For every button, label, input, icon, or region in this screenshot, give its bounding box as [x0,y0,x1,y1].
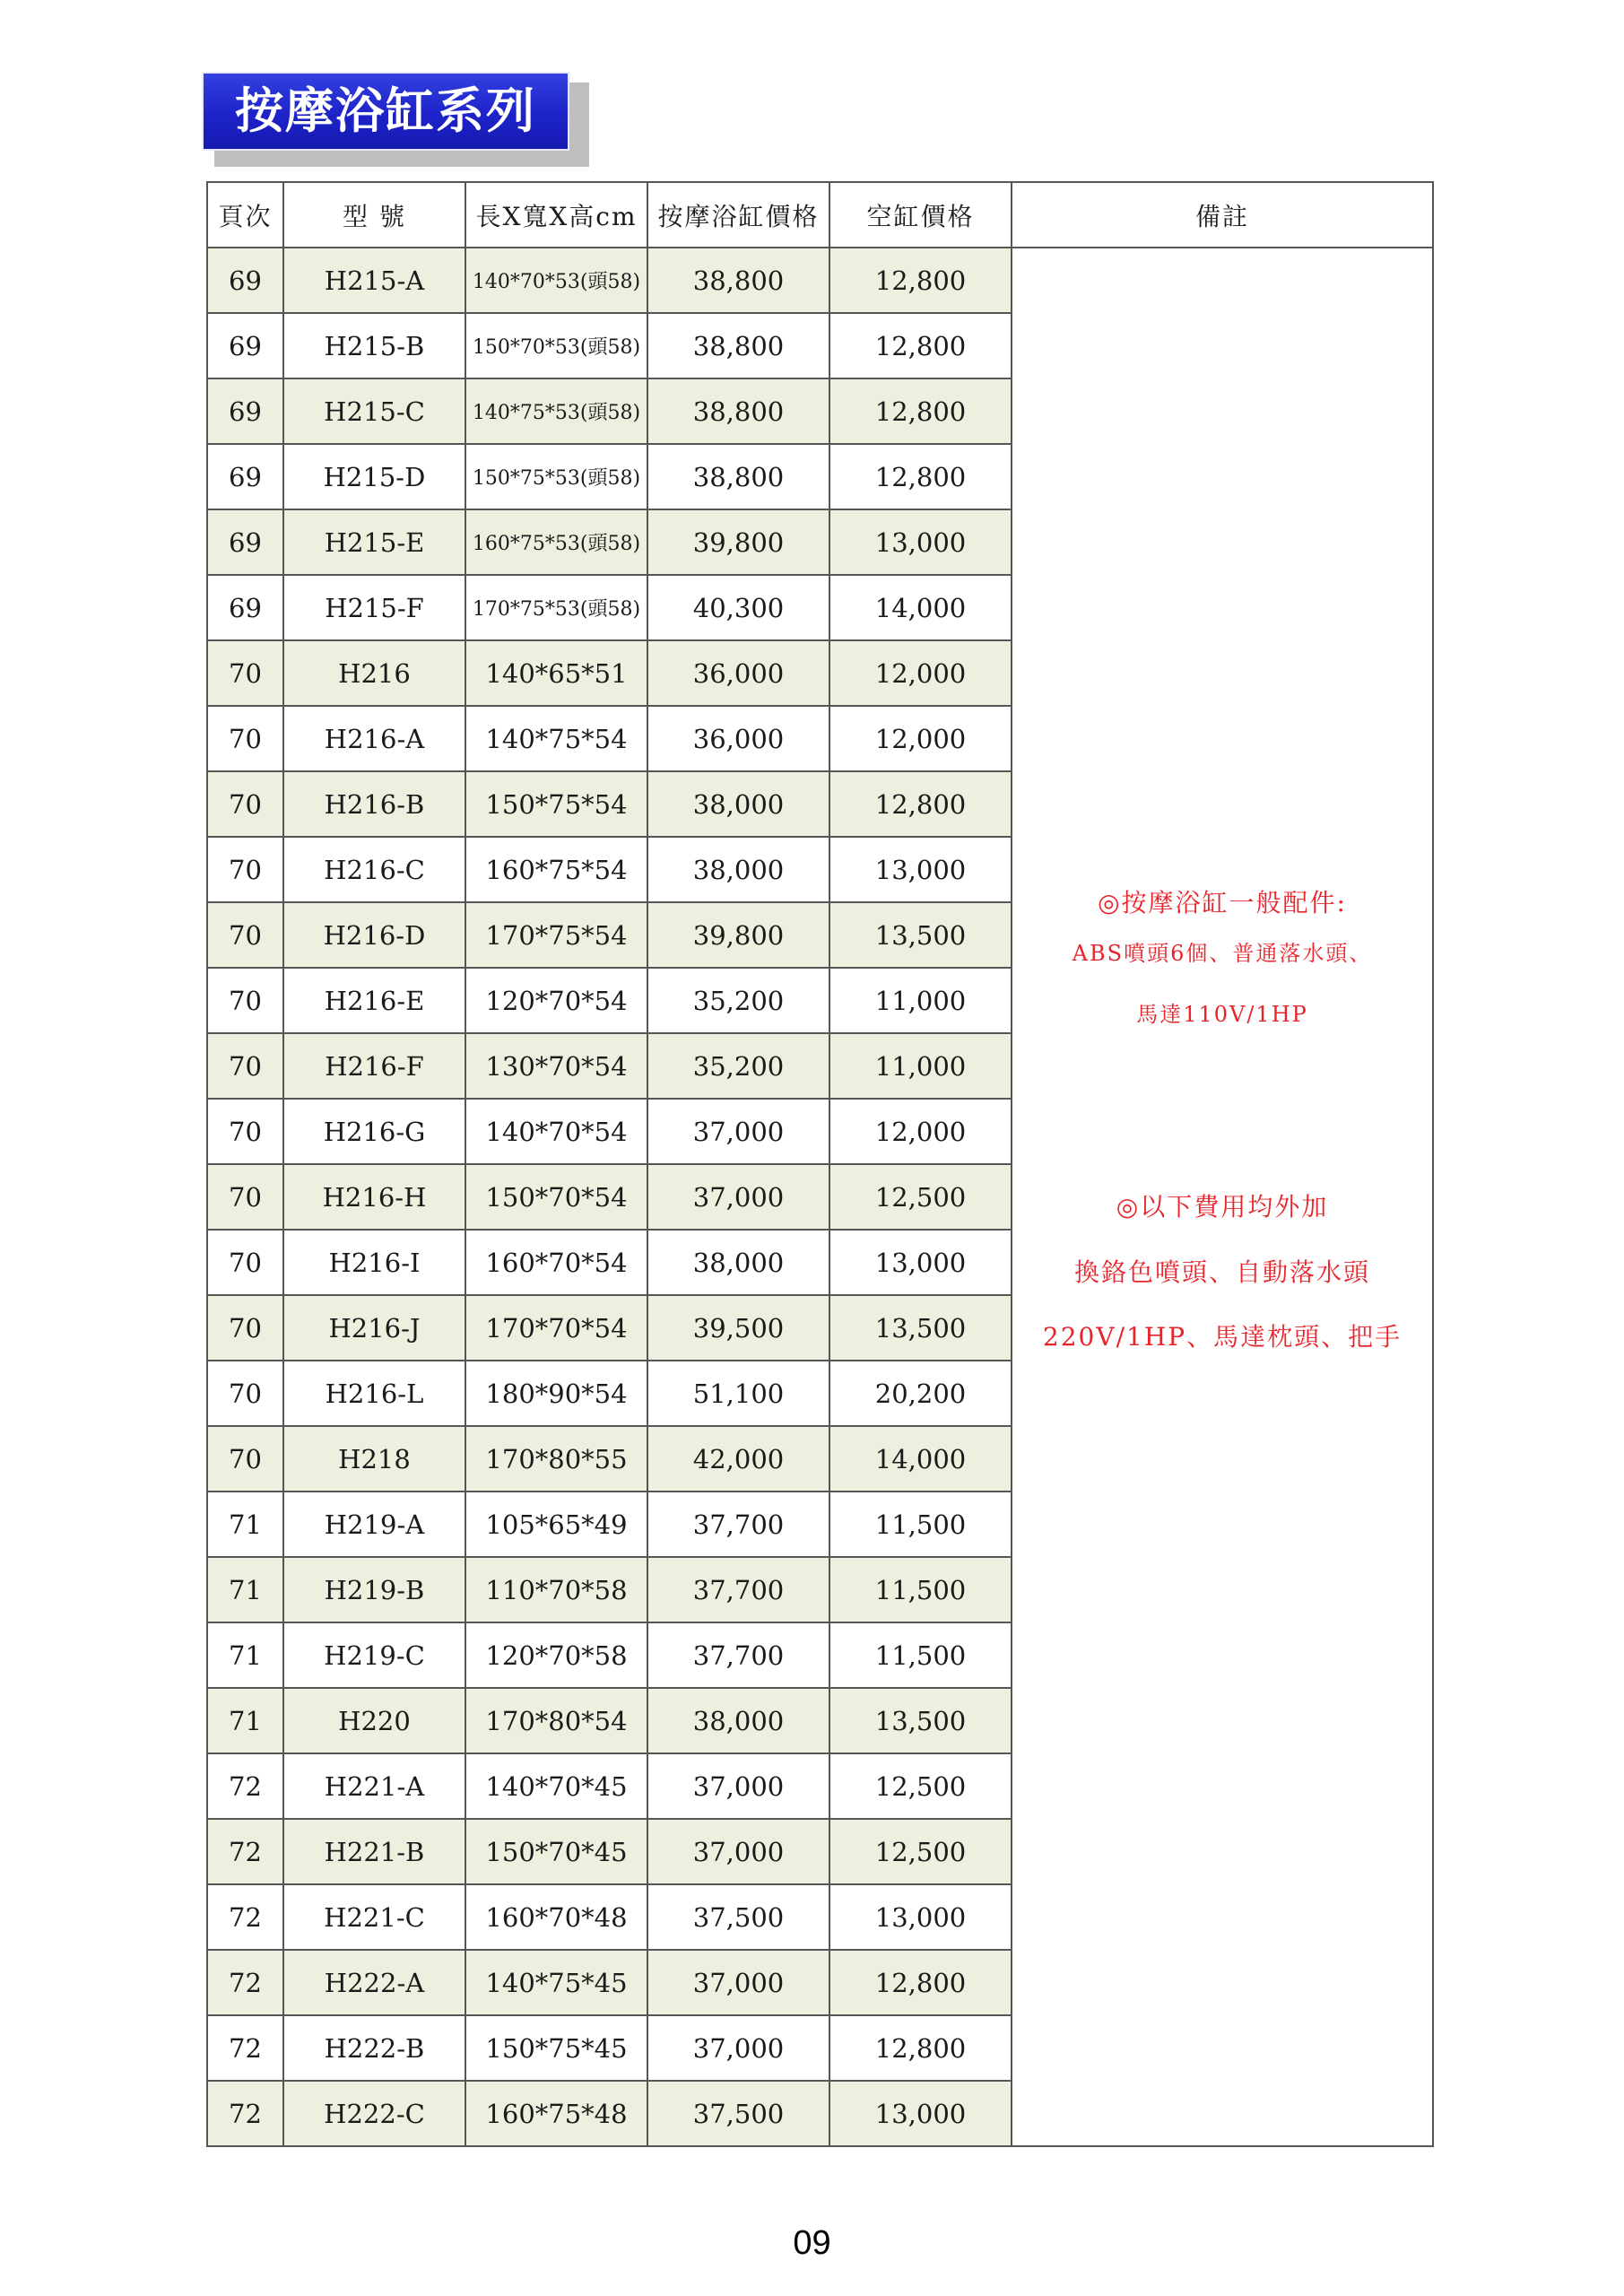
cell-massage-price: 39,800 [647,902,829,968]
header-massage-price: 按摩浴缸價格 [647,182,829,248]
cell-model: H215-C [283,378,465,444]
cell-page: 72 [207,1819,283,1884]
cell-size: 120*70*54 [465,968,647,1033]
cell-empty-price: 12,500 [829,1164,1012,1230]
cell-page: 69 [207,378,283,444]
cell-model: H215-A [283,248,465,313]
notes-extra-line2: 220V/1HP、馬達枕頭、把手 [1042,1322,1403,1352]
header-notes: 備註 [1012,182,1433,248]
cell-page: 70 [207,1230,283,1295]
cell-size: 170*70*54 [465,1295,647,1361]
cell-page: 71 [207,1492,283,1557]
cell-model: H216-D [283,902,465,968]
cell-size: 170*80*54 [465,1688,647,1753]
cell-size: 160*75*54 [465,837,647,902]
cell-model: H215-B [283,313,465,378]
cell-empty-price: 13,000 [829,1884,1012,1950]
notes-accessories-line1: ABS噴頭6個、普通落水頭、 [1072,941,1373,966]
cell-empty-price: 12,500 [829,1819,1012,1884]
cell-model: H216-J [283,1295,465,1361]
cell-page: 70 [207,771,283,837]
cell-model: H220 [283,1688,465,1753]
cell-size: 150*70*45 [465,1819,647,1884]
cell-massage-price: 39,800 [647,509,829,575]
notes-accessories-line2: 馬達110V/1HP [1136,1002,1308,1027]
cell-model: H216-L [283,1361,465,1426]
cell-empty-price: 12,800 [829,378,1012,444]
cell-massage-price: 36,000 [647,706,829,771]
cell-model: H219-B [283,1557,465,1622]
cell-massage-price: 38,800 [647,378,829,444]
page-number: 09 [793,2224,831,2262]
cell-size: 140*75*53(頭58) [465,378,647,444]
cell-size: 120*70*58 [465,1622,647,1688]
cell-model: H219-A [283,1492,465,1557]
cell-model: H216-C [283,837,465,902]
cell-massage-price: 38,000 [647,771,829,837]
cell-size: 150*70*53(頭58) [465,313,647,378]
cell-model: H218 [283,1426,465,1492]
cell-massage-price: 40,300 [647,575,829,640]
cell-massage-price: 38,800 [647,444,829,509]
cell-empty-price: 12,800 [829,248,1012,313]
cell-page: 70 [207,640,283,706]
cell-massage-price: 37,000 [647,1819,829,1884]
cell-size: 150*70*54 [465,1164,647,1230]
cell-empty-price: 11,500 [829,1557,1012,1622]
notes-accessories-title: ◎按摩浴缸一般配件: [1098,888,1347,918]
cell-model: H215-E [283,509,465,575]
notes-extra-title: ◎以下費用均外加 [1116,1192,1329,1222]
table-body [207,248,1433,2146]
cell-page: 72 [207,1753,283,1819]
header-empty-price: 空缸價格 [829,182,1012,248]
title-banner [202,72,583,161]
cell-size: 170*75*53(頭58) [465,575,647,640]
cell-empty-price: 13,000 [829,2081,1012,2146]
cell-massage-price: 39,500 [647,1295,829,1361]
cell-size: 160*75*48 [465,2081,647,2146]
cell-page: 70 [207,1164,283,1230]
price-table [206,181,1434,2147]
cell-massage-price: 37,500 [647,2081,829,2146]
cell-size: 150*75*45 [465,2015,647,2081]
header-page: 頁次 [207,182,283,248]
cell-page: 72 [207,2015,283,2081]
cell-model: H221-B [283,1819,465,1884]
notes-cell [1012,248,1433,2146]
cell-page: 72 [207,1884,283,1950]
cell-size: 160*75*53(頭58) [465,509,647,575]
cell-size: 110*70*58 [465,1557,647,1622]
cell-page: 70 [207,1033,283,1099]
cell-massage-price: 38,000 [647,837,829,902]
cell-model: H216-F [283,1033,465,1099]
cell-page: 70 [207,902,283,968]
cell-model: H222-A [283,1950,465,2015]
cell-model: H216 [283,640,465,706]
cell-size: 140*70*54 [465,1099,647,1164]
cell-page: 69 [207,313,283,378]
cell-empty-price: 13,000 [829,837,1012,902]
cell-page: 69 [207,575,283,640]
cell-empty-price: 12,800 [829,444,1012,509]
cell-massage-price: 35,200 [647,968,829,1033]
cell-size: 170*80*55 [465,1426,647,1492]
cell-size: 140*65*51 [465,640,647,706]
cell-model: H215-D [283,444,465,509]
cell-page: 71 [207,1557,283,1622]
cell-empty-price: 14,000 [829,1426,1012,1492]
cell-empty-price: 11,500 [829,1492,1012,1557]
cell-empty-price: 13,000 [829,509,1012,575]
cell-page: 72 [207,1950,283,2015]
cell-empty-price: 12,000 [829,640,1012,706]
cell-size: 105*65*49 [465,1492,647,1557]
cell-massage-price: 38,800 [647,313,829,378]
cell-empty-price: 11,500 [829,1622,1012,1688]
cell-massage-price: 37,700 [647,1492,829,1557]
cell-model: H216-B [283,771,465,837]
cell-size: 140*75*45 [465,1950,647,2015]
cell-empty-price: 14,000 [829,575,1012,640]
cell-massage-price: 42,000 [647,1426,829,1492]
cell-page: 70 [207,968,283,1033]
cell-empty-price: 11,000 [829,1033,1012,1099]
header-model: 型 號 [283,182,465,248]
cell-size: 150*75*53(頭58) [465,444,647,509]
cell-empty-price: 11,000 [829,968,1012,1033]
cell-size: 140*70*45 [465,1753,647,1819]
cell-page: 70 [207,1099,283,1164]
cell-massage-price: 37,000 [647,1753,829,1819]
cell-size: 140*70*53(頭58) [465,248,647,313]
cell-empty-price: 13,500 [829,902,1012,968]
cell-model: H222-B [283,2015,465,2081]
cell-model: H221-A [283,1753,465,1819]
cell-size: 160*70*48 [465,1884,647,1950]
cell-massage-price: 37,000 [647,1099,829,1164]
page-title: 按摩浴缸系列 [202,72,569,151]
cell-massage-price: 35,200 [647,1033,829,1099]
header-size: 長X寬X高cm [465,182,647,248]
cell-page: 70 [207,1295,283,1361]
cell-empty-price: 12,500 [829,1753,1012,1819]
cell-model: H222-C [283,2081,465,2146]
cell-model: H215-F [283,575,465,640]
cell-model: H219-C [283,1622,465,1688]
cell-page: 71 [207,1622,283,1688]
cell-page: 70 [207,1426,283,1492]
cell-page: 69 [207,444,283,509]
cell-massage-price: 38,000 [647,1688,829,1753]
cell-massage-price: 38,000 [647,1230,829,1295]
cell-empty-price: 12,800 [829,313,1012,378]
cell-massage-price: 37,700 [647,1622,829,1688]
cell-size: 160*70*54 [465,1230,647,1295]
cell-model: H216-G [283,1099,465,1164]
cell-size: 170*75*54 [465,902,647,968]
cell-empty-price: 12,000 [829,706,1012,771]
cell-page: 70 [207,837,283,902]
header-row [207,182,1433,248]
cell-page: 72 [207,2081,283,2146]
cell-model: H216-I [283,1230,465,1295]
cell-empty-price: 20,200 [829,1361,1012,1426]
cell-page: 70 [207,1361,283,1426]
cell-size: 180*90*54 [465,1361,647,1426]
cell-massage-price: 37,500 [647,1884,829,1950]
cell-empty-price: 12,800 [829,1950,1012,2015]
cell-empty-price: 12,800 [829,2015,1012,2081]
cell-model: H221-C [283,1884,465,1950]
cell-page: 69 [207,509,283,575]
cell-empty-price: 12,000 [829,1099,1012,1164]
cell-empty-price: 13,500 [829,1295,1012,1361]
cell-empty-price: 13,500 [829,1688,1012,1753]
cell-size: 140*75*54 [465,706,647,771]
cell-size: 130*70*54 [465,1033,647,1099]
cell-massage-price: 51,100 [647,1361,829,1426]
cell-empty-price: 12,800 [829,771,1012,837]
cell-empty-price: 13,000 [829,1230,1012,1295]
cell-page: 70 [207,706,283,771]
cell-massage-price: 37,000 [647,1950,829,2015]
cell-page: 69 [207,248,283,313]
notes-extra-line1: 換鉻色噴頭、自動落水頭 [1073,1257,1370,1287]
cell-massage-price: 37,000 [647,1164,829,1230]
cell-massage-price: 38,800 [647,248,829,313]
cell-massage-price: 37,000 [647,2015,829,2081]
cell-model: H216-H [283,1164,465,1230]
cell-model: H216-A [283,706,465,771]
cell-model: H216-E [283,968,465,1033]
cell-massage-price: 37,700 [647,1557,829,1622]
table-row [207,248,1433,313]
cell-size: 150*75*54 [465,771,647,837]
cell-massage-price: 36,000 [647,640,829,706]
cell-page: 71 [207,1688,283,1753]
